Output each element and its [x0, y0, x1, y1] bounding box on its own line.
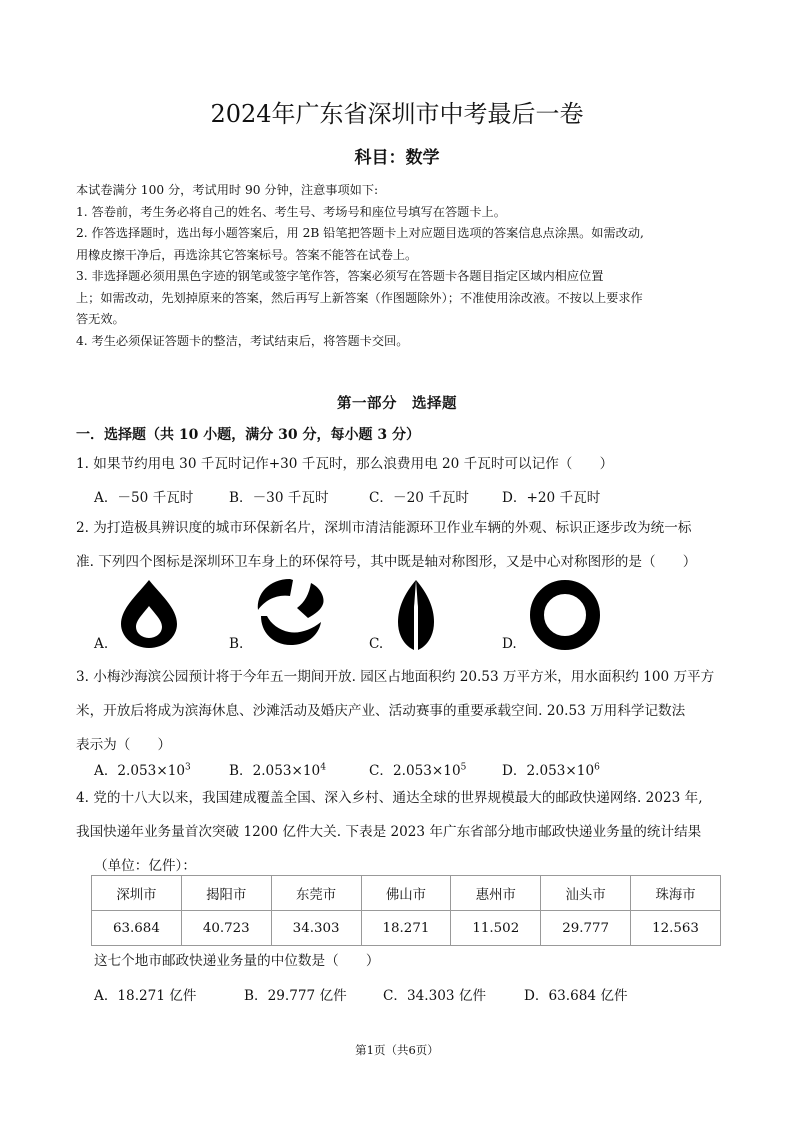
table-header-cell: 珠海市 — [631, 876, 721, 911]
table-header-cell: 东莞市 — [271, 876, 361, 911]
leaf-icon — [395, 578, 437, 652]
table-cell: 34.303 — [271, 911, 361, 946]
question-2-line: 准. 下列四个图标是深圳环卫车身上的环保符号，其中既是轴对称图形，又是中心对称图形的是（ ） — [76, 554, 697, 570]
express-volume-table — [91, 875, 721, 946]
notice-line: 3. 非选择题必须用黑色字迹的钢笔或签字笔作答，答案必须写在答题卡各题目指定区域内相应位置 — [76, 269, 604, 283]
option-a[interactable]: A．18.271 亿件 — [94, 988, 197, 1004]
section-title: 一．选择题（共 10 小题，满分 30 分，每小题 3 分） — [76, 427, 420, 443]
question-1 — [76, 447, 726, 481]
part-title: 第一部分 选择题 — [337, 395, 457, 412]
question-1-text: 1. 如果节约用电 30 千瓦时记作+30 千瓦时，那么浪费用电 20 千瓦时可以记作（ ） — [76, 456, 614, 472]
notice-block — [76, 180, 726, 352]
question-2-line: 2. 为打造极具辨识度的城市环保新名片，深圳市清洁能源环卫作业车辆的外观、标识正逐步改为统一标 — [76, 520, 692, 536]
table-cell: 12.563 — [631, 911, 721, 946]
option-a-exponent: 3 — [185, 762, 191, 773]
notice-line: 用橡皮擦干净后，再选涂其它答案标号。答案不能答在试卷上。 — [76, 247, 418, 262]
option-b-label: B．2.053×10 — [229, 763, 321, 779]
option-d[interactable]: D．63.684 亿件 — [524, 988, 628, 1004]
question-4-prompt — [94, 944, 744, 978]
notice-line: 答无效。 — [76, 312, 125, 326]
notice-line: 1. 答卷前，考生务必将自己的姓名、考生号、考场号和座位号填写在答题卡上。 — [76, 204, 506, 219]
option-c[interactable]: C．34.303 亿件 — [383, 988, 487, 1004]
option-b[interactable]: B．29.777 亿件 — [244, 988, 347, 1004]
question-4-line: 我国快递年业务量首次突破 1200 亿件大关. 下表是 2023 年广东省部分地市邮政快递业务量的统计结果 — [76, 824, 702, 840]
question-4-line: 4. 党的十八大以来，我国建成覆盖全国、深入乡村、通达全球的世界规模最大的邮政快递网络. 2023 年, — [76, 790, 703, 806]
table-cell: 29.777 — [541, 911, 631, 946]
question-4 — [76, 781, 726, 883]
question-4-question: 这七个地市邮政快递业务量的中位数是（ ） — [94, 953, 380, 969]
question-3 — [76, 660, 726, 762]
option-a-label: A. — [94, 636, 109, 652]
question-3-line: 3. 小梅沙海滨公园预计将于今年五一期间开放. 园区占地面积约 20.53 万平方米，用水面积约 100 万平方 — [76, 669, 715, 685]
option-c-label: C. — [369, 636, 384, 652]
question-2 — [76, 511, 726, 579]
option-b-exponent: 4 — [320, 762, 326, 773]
table-cell: 40.723 — [181, 911, 271, 946]
option-d-label: D. — [502, 636, 517, 652]
table-row — [92, 911, 721, 946]
table-cell: 18.271 — [361, 911, 451, 946]
option-a[interactable]: A．－50 千瓦时 — [94, 490, 194, 506]
option-d[interactable] — [502, 759, 600, 779]
table-cell: 63.684 — [92, 911, 182, 946]
notice-line: 上；如需改动，先划掉原来的答案，然后再写上新答案（作图题除外）；不准使用涂改液。不按以上要求作 — [76, 290, 643, 305]
notice-line: 4. 考生必须保证答题卡的整洁，考试结束后，将答题卡交回。 — [76, 333, 409, 348]
page-footer: 第1页（共6页） — [355, 1043, 439, 1057]
option-b[interactable]: B．－30 千瓦时 — [229, 490, 329, 506]
notice-line: 2. 作答选择题时，选出每小题答案后，用 2B 铅笔把答题卡上对应题目选项的答案信息点涂黑。如需改动, — [76, 226, 644, 240]
option-a[interactable] — [94, 759, 191, 779]
ring-icon — [528, 578, 602, 652]
question-3-line: 米，开放后将成为滨海休息、沙滩活动及婚庆产业、活动赛事的重要承载空间. 20.53 万用科学记数法 — [76, 703, 686, 719]
table-header-cell: 揭阳市 — [181, 876, 271, 911]
option-c[interactable] — [369, 759, 466, 779]
option-a-label: A．2.053×10 — [94, 763, 186, 779]
option-d-exponent: 6 — [594, 762, 600, 773]
tri-swirl-icon — [253, 576, 327, 648]
table-header-row — [92, 876, 721, 911]
option-b[interactable] — [229, 759, 326, 779]
table-cell: 11.502 — [451, 911, 541, 946]
question-2-icons — [76, 578, 716, 658]
table-header-cell: 汕头市 — [541, 876, 631, 911]
option-c[interactable]: C．－20 千瓦时 — [369, 490, 469, 506]
subject-label: 科目：数学 — [354, 148, 440, 168]
drop-icon — [118, 578, 180, 650]
option-c-exponent: 5 — [460, 762, 467, 773]
question-3-line: 表示为（ ） — [76, 737, 172, 753]
option-c-label: C．2.053×10 — [369, 763, 461, 779]
notice-line: 本试卷满分 100 分，考试用时 90 分钟，注意事项如下: — [76, 183, 379, 197]
table-header-cell: 佛山市 — [361, 876, 451, 911]
table-header-cell: 深圳市 — [92, 876, 182, 911]
table-header-cell: 惠州市 — [451, 876, 541, 911]
option-b-label: B. — [229, 636, 244, 652]
exam-title: 2024年广东省深圳市中考最后一卷 — [210, 100, 584, 128]
question-4-line: （单位：亿件）： — [94, 858, 196, 874]
option-d[interactable]: D．+20 千瓦时 — [502, 490, 601, 506]
option-d-label: D．2.053×10 — [502, 763, 595, 779]
